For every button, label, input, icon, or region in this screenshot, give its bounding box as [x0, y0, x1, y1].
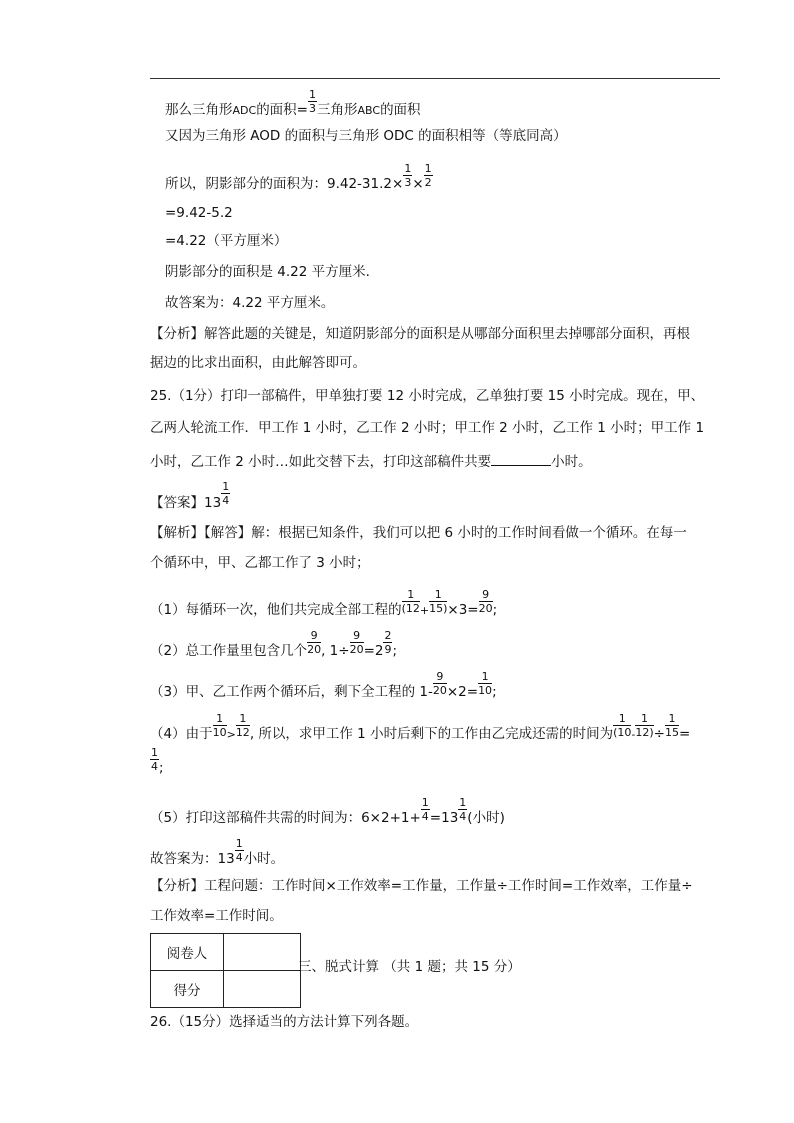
- text-line: [165, 87, 421, 118]
- text: 小时。: [551, 454, 592, 470]
- final-answer-line: [150, 836, 285, 867]
- question-25-line: 25.（1分）打印一部稿件，甲单独打要 12 小时完成，乙单独打要 15 小时完成。现在，甲、: [150, 388, 705, 404]
- text: ABC: [357, 104, 381, 117]
- numerator: 1: [222, 479, 230, 493]
- question-26-line: 26.（15分）选择适当的方法计算下列各题。: [150, 1014, 419, 1030]
- analysis-line: 【分析】工程问题：工作时间×工作效率=工作量，工作量÷工作时间=工作效率，工作量÷: [150, 878, 693, 894]
- fraction: [213, 713, 227, 738]
- fraction: [478, 671, 492, 696]
- fraction: [613, 713, 631, 738]
- answer-label: 【答案】13: [150, 495, 222, 511]
- question-25-line: 乙两人轮流工作．甲工作 1 小时，乙工作 2 小时；甲工作 2 小时，乙工作 1 小时；甲工作 1: [150, 420, 705, 436]
- text: 故答案为：13: [150, 851, 235, 867]
- text-line: =4.22（平方厘米）: [165, 233, 288, 249]
- text: 的面积: [380, 102, 421, 118]
- denominator: 10: [478, 683, 493, 697]
- denominator: 4: [222, 493, 230, 507]
- score-label: 得分: [151, 971, 224, 1008]
- denominator: 10: [212, 725, 227, 739]
- text: =2: [363, 643, 384, 659]
- text: 的面积=: [256, 102, 308, 118]
- numerator: 9: [350, 630, 364, 643]
- denominator: 20: [349, 642, 364, 656]
- question-25-line: [150, 453, 592, 470]
- fraction: [235, 838, 244, 863]
- text-line: 又因为三角形 AOD 的面积与三角形 ODC 的面积相等（等底同高）: [165, 128, 567, 144]
- text-line: 阴影部分的面积是 4.22 平方厘米.: [165, 264, 370, 280]
- denominator: 9: [384, 642, 392, 656]
- step-5: [150, 795, 505, 826]
- numerator: 1: [151, 745, 158, 759]
- denominator: 4: [235, 850, 243, 864]
- denominator: (12: [401, 601, 420, 615]
- fraction: [421, 797, 430, 822]
- fraction: [221, 481, 230, 506]
- text: ADC: [232, 104, 257, 117]
- text: =13: [429, 810, 459, 826]
- denominator: 3: [404, 175, 412, 189]
- denominator: 15: [664, 725, 679, 739]
- text: ;: [492, 602, 498, 618]
- fraction: [665, 713, 679, 738]
- text: ;: [392, 643, 398, 659]
- text: ×: [412, 176, 424, 192]
- analysis-line: 工作效率=工作时间。: [150, 908, 283, 924]
- denominator: 20: [432, 683, 447, 697]
- numerator: 1: [213, 713, 227, 726]
- analysis-line: 据边的比求出面积，由此解答即可。: [150, 355, 366, 371]
- fraction: [424, 163, 433, 188]
- denominator: 4: [151, 759, 158, 773]
- numerator: 1: [235, 836, 243, 850]
- text: ×3=: [447, 602, 479, 618]
- explanation-line: 个循环中，甲、乙都工作了 3 小时；: [150, 555, 370, 571]
- denominator: 12): [635, 725, 654, 739]
- denominator: 3: [309, 101, 316, 115]
- text: (小时): [467, 810, 505, 826]
- fraction: [479, 589, 493, 614]
- denominator: 4: [421, 809, 429, 823]
- denominator: 4: [459, 809, 467, 823]
- explanation-line: 【解析】【解答】解：根据已知条件，我们可以把 6 小时的工作时间看做一个循环。在每一: [150, 525, 687, 541]
- text: ;: [159, 760, 164, 776]
- text: （4）由于: [150, 726, 213, 742]
- text: （3）甲、乙工作两个循环后，剩下全工程的 1-: [150, 684, 433, 700]
- text-line: =9.42-5.2: [165, 205, 233, 221]
- text: -: [631, 728, 636, 741]
- numerator: 1: [404, 161, 412, 175]
- reviewer-label: 阅卷人: [151, 934, 224, 971]
- fraction: [308, 89, 317, 114]
- fraction: [350, 630, 364, 655]
- numerator: 9: [433, 671, 447, 684]
- fraction: [403, 163, 412, 188]
- score-cell: [224, 971, 301, 1008]
- step-1: [150, 587, 498, 618]
- numerator: 1: [309, 87, 316, 101]
- answer-blank: [491, 453, 551, 466]
- text: 三角形: [317, 102, 358, 118]
- text: ;: [492, 684, 497, 700]
- numerator: 1: [665, 713, 679, 726]
- text: 那么三角形: [165, 102, 233, 118]
- fraction: [150, 747, 159, 772]
- text: 小时。: [243, 851, 285, 867]
- denominator: 2: [424, 175, 432, 189]
- fraction: [236, 713, 250, 738]
- answer-line: [150, 479, 230, 511]
- denominator: 15): [429, 601, 448, 615]
- numerator: 9: [479, 589, 493, 602]
- numerator: 1: [613, 713, 631, 726]
- numerator: 1: [424, 161, 432, 175]
- step-2: [150, 628, 398, 659]
- text: , 所以，求甲工作 1 小时后剩下的工作由乙完成还需的时间为: [249, 726, 614, 742]
- fraction: [635, 713, 653, 738]
- text: , 1÷: [321, 643, 350, 659]
- text: 小时，乙工作 2 小时…如此交替下去，打印这部稿件共要: [150, 454, 492, 470]
- step-3: [150, 669, 497, 700]
- text: （2）总工作量里包含几个: [150, 643, 308, 659]
- text: 所以，阴影部分的面积为：9.42-31.2×: [165, 176, 404, 192]
- analysis-line: 【分析】解答此题的关键是，知道阴影部分的面积是从哪部分面积里去掉哪部分面积，再根: [150, 326, 690, 342]
- text: +: [419, 604, 430, 617]
- fraction: [433, 671, 447, 696]
- header-rule: [150, 78, 720, 79]
- denominator: 12: [235, 725, 250, 739]
- text: ÷: [653, 726, 665, 742]
- numerator: 9: [307, 630, 321, 643]
- text-line: [165, 161, 433, 192]
- text: （1）每循环一次，他们共完成全部工程的: [150, 602, 402, 618]
- step-4: [150, 711, 691, 742]
- fraction: [402, 589, 420, 614]
- numerator: 1: [478, 671, 492, 684]
- text: ×2=: [446, 684, 479, 700]
- fraction: [458, 797, 467, 822]
- numerator: 1: [236, 713, 250, 726]
- numerator: 1: [459, 795, 467, 809]
- text-line: 故答案为：4.22 平方厘米。: [165, 295, 335, 311]
- step-4-continued: [150, 745, 164, 776]
- score-table: [150, 933, 301, 1008]
- numerator: 1: [635, 713, 653, 726]
- numerator: 1: [429, 589, 447, 602]
- fraction: [307, 630, 321, 655]
- numerator: 1: [402, 589, 420, 602]
- denominator: (10: [613, 725, 632, 739]
- fraction: [429, 589, 447, 614]
- text: （5）打印这部稿件共需的时间为：6×2+1+: [150, 810, 421, 826]
- text: >: [226, 728, 236, 741]
- text: =: [678, 726, 691, 742]
- reviewer-cell: [224, 934, 301, 971]
- denominator: 20: [478, 601, 493, 615]
- denominator: 20: [307, 642, 322, 656]
- numerator: 2: [384, 628, 392, 642]
- numerator: 1: [421, 795, 429, 809]
- section-heading: 三、脱式计算 （共 1 题；共 15 分）: [298, 959, 521, 975]
